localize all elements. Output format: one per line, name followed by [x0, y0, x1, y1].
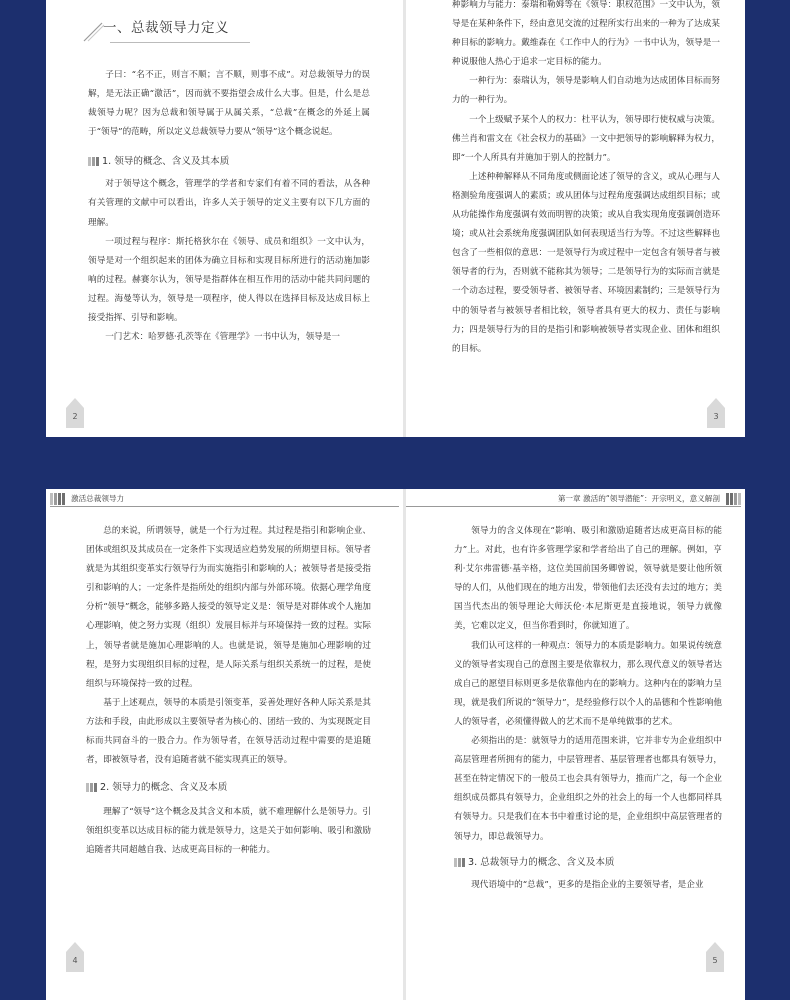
- paragraph: 领导力的含义体现在“影响、吸引和激励追随者达成更高目标的能力”上。对此，也有许多管理学家和学者给出了自己的理解。例如，亨利·艾尔弗雷德·基辛格，这位美国前国务卿曾说，领导就是要让他所领导的人们，从他们现在的地方出发，带领他们去还没有去过的地方；美国当代杰出的领导理论大师沃伦·本尼斯更是直接地说，领导力就像美，它难以定义，但当你看到时，你就知道了。: [454, 526, 722, 632]
- paragraph: 一门艺术：哈罗德·孔茨等在《管理学》一书中认为，领导是一: [105, 332, 340, 343]
- paragraph: 必须指出的是：就领导力的适用范围来讲，它并非专为企业组织中高层管理者所拥有的能力，中层管理者、基层管理者也都具有领导力，甚至在特定情况下的一般员工也会具有领导力，推而广之，每一个企业组织成员都具有领导力，企业组织之外的社会上的每一个人也都同样具有领导力。只是我们在本书中着重讨论的是，企业组织中高层管理者的领导力，即总裁领导力。: [454, 736, 722, 842]
- page-number-marker: [706, 942, 724, 972]
- paragraph: 一个上级赋予某个人的权力：杜平认为，领导即行使权威与决策。佛兰肖和雷文在《社会权力的基础》一文中把领导的影响解释为权力，即“一个人所具有并施加于别人的控制力”。: [452, 114, 720, 163]
- paragraph: 现代语境中的“总裁”，更多的是指企业的主要领导者，是企业: [471, 879, 704, 890]
- page-2: [46, 0, 403, 437]
- page-number: 3: [713, 412, 719, 421]
- page-5: [406, 489, 745, 1000]
- paragraph: 子曰：“名不正，则言不顺；言不顺，则事不成”。对总裁领导力的误解，是无法正确“激活”，因而就不要指望会成什么大事。但是，什么是总裁领导力呢？因为总裁和领导属于从属关系，“总裁”在概念的外延上属于“领导”的范畴，所以定义总裁领导力要从“领导”这个概念说起。: [88, 70, 370, 138]
- running-head: [50, 491, 124, 507]
- page-3: [406, 0, 745, 437]
- subsection-heading-text: 3. 总裁领导力的概念、含义及本质: [468, 856, 615, 868]
- subsection-heading-2: [86, 778, 371, 797]
- paragraph: 种影响力与能力：泰瑞和勒姆等在《领导：职权范围》一文中认为，领导是在某种条件下，经由意见交流的过程所实行出来的一种为了达成某种目标的影响力。戴维森在《工作中人的行为》一书中认为，领导是一种说服他人热心于追求一定目标的能力。: [452, 0, 720, 68]
- paragraph: 上述种种解释从不同角度或侧面论述了领导的含义，或从心理与人格测验角度强调人的素质；或从团体与过程角度强调达成组织目标；或从功能操作角度强调有效而明智的决策；或从自我实现角度强调创造环境；或从社会系统角度强调团队如何表现适当行为等。不过这些解释也包含了一些相似的意思：一是领导行为或过程中一定包含有领导者与被领导者的行为，否则就不能称其为领导；二是领导行为的实际而言就是一个动态过程，要受领导者、被领导者、环境因素制约；三是领导行为中的领导者与被领导者相比较，领导者具有更大的权力、责任与影响力；四是领导行为的目的是指引和影响被领导者实现企业、团体和组织的目标。: [452, 171, 720, 354]
- page-4: [46, 489, 403, 1000]
- paragraph: 基于上述观点，领导的本质是引领变革，妥善处理好各种人际关系是其方法和手段，由此形成以主要领导者为核心的、团结一致的、为实现既定目标而共同奋斗的一股合力。作为领导者，在领导活动过程中需要的是追随者，即被领导者，没有追随者就不能实现真正的领导。: [86, 697, 371, 766]
- paragraph: 我们认可这样的一种观点：领导力的本质是影响力。如果说传统意义的领导者实现自己的意图主要是依靠权力，那么现代意义的领导者达成自己的愿望目标则更多是依靠他内在的影响力。这种内在的影响力呈现，就是我们所说的“领导力”，是经验修行以个人的品德和个性影响他人的领导者，必须懂得做人的艺术而不是单纯做事的艺术。: [454, 640, 722, 727]
- page-3-body: [452, 0, 720, 359]
- subsection-heading-1: [88, 152, 370, 171]
- paragraph: 一种行为：泰瑞认为，领导是影响人们自动地为达成团体目标而努力的一种行为。: [452, 76, 720, 106]
- running-head-rule: [50, 506, 399, 507]
- running-head-rule: [406, 506, 741, 507]
- paragraph: 对于领导这个概念，管理学的学者和专家们有着不同的看法，从各种有关管理的文献中可以看出，许多人关于领导的定义主要有以下几方面的理解。: [88, 179, 370, 228]
- title-underline: [110, 42, 250, 43]
- paragraph: 一项过程与程序：斯托格狄尔在《领导、成员和组织》一文中认为，领导是对一个组织起来的团体为确立目标和实现目标所进行的活动施加影响的过程。赫赛尔认为，领导是指群体在相互作用的活动中能共同问题的过程。海曼等认为，领导是一项程序，使人得以在选择目标及达成目标上接受指挥、引导和影响。: [88, 236, 370, 324]
- page-number: 2: [72, 412, 78, 421]
- running-head-text: 第一章 激活的“领导潜能”：开宗明义，意义解剖: [557, 494, 720, 503]
- page-number: 4: [72, 956, 78, 965]
- page-4-body: [86, 522, 371, 861]
- page-number-marker: [66, 398, 84, 428]
- page-number-marker: [707, 398, 725, 428]
- subsection-heading-3: [454, 853, 722, 872]
- page-5-body: [454, 522, 722, 895]
- heading-bars-icon: [88, 157, 99, 167]
- page-number-marker: [66, 942, 84, 972]
- heading-bars-icon: [454, 857, 465, 867]
- page-2-body: [88, 66, 370, 347]
- running-head-text: 激活总裁领导力: [71, 494, 125, 503]
- subsection-heading-text: 1. 领导的概念、含义及其本质: [102, 156, 230, 168]
- paragraph: 总的来说，所谓领导，就是一个行为过程。其过程是指引和影响企业、团体或组织及其成员在一定条件下实现适应趋势发展的所期望目标。领导者就是为其组织变革实行领导行为而实施指引和影响的人；被领导者是接受指引和影响的人；一定条件是指所处的组织内部与外部环境。依据心理学角度分析“领导”概念，能够多路人接受的领导定义是：领导是对群体或个人施加心理影响，使之努力实现（组织）发展目标并与环境保持一致的过程。实际上，领导者就是施加心理影响的人。也就是说，领导是施加心理影响的过程，是努力实现组织目标的过程，是人际关系与组织关系统一的过程，是使组织与环境保持一致的过程。: [86, 526, 371, 689]
- running-head-bars-icon: [726, 493, 741, 505]
- subsection-heading-text: 2. 领导力的概念、含义及本质: [100, 782, 228, 794]
- running-head: [558, 491, 741, 507]
- heading-bars-icon: [86, 783, 97, 793]
- paragraph: 理解了“领导”这个概念及其含义和本质，就不难理解什么是领导力。引领组织变革以达成目标的能力就是领导力，这是关于如何影响、吸引和激励追随者共同超越自我、达成更高目标的一种能力。: [86, 807, 371, 856]
- running-head-bars-icon: [50, 493, 65, 505]
- page-number: 5: [712, 956, 718, 965]
- section-title: 一、总裁领导力定义: [103, 20, 229, 36]
